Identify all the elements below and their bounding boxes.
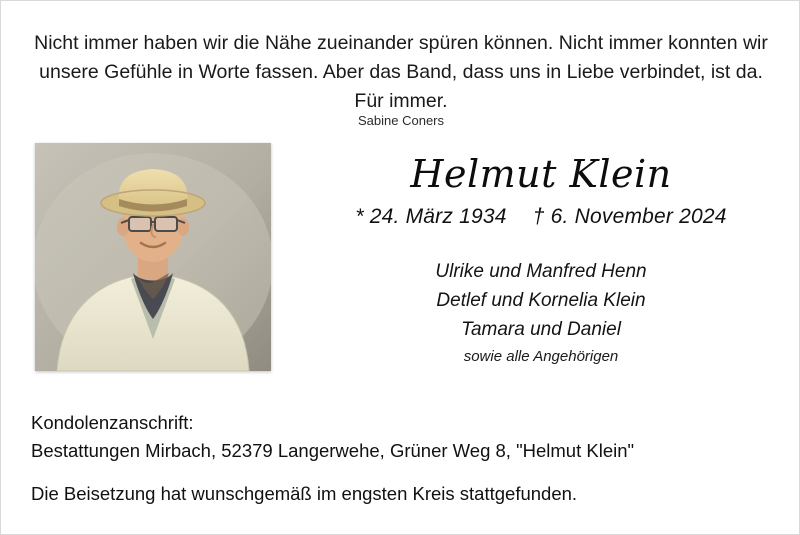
death-symbol: † [532, 205, 545, 228]
funeral-note: Die Beisetzung hat wunschgemäß im engsten Kreis stattgefunden. [31, 483, 578, 504]
condolence-address: Bestattungen Mirbach, 52379 Langerwehe, Grüner Weg 8, "Helmut Klein" [31, 440, 635, 461]
quote-author: Sabine Coners [358, 113, 444, 128]
footer-block [31, 409, 775, 505]
birth-symbol: * [355, 205, 364, 228]
survivors-extra: sowie alle Angehörigen [463, 348, 619, 365]
deceased-name: Helmut Klein [410, 152, 672, 196]
birth-date: 24. März 1934 [369, 205, 507, 228]
list-item: Tamara und Daniel [461, 319, 621, 340]
deceased-block [301, 151, 781, 365]
portrait-photo [35, 143, 271, 371]
death-date: 6. November 2024 [550, 205, 727, 228]
survivors-list [301, 257, 781, 344]
condolence-label: Kondolenzanschrift: [31, 412, 194, 433]
portrait-image [35, 143, 271, 371]
quote-text: Nicht immer haben wir die Nähe zueinander spüren können. Nicht immer konnten wir unsere Gefühle in Worte fassen. Aber das Band, dass uns in Liebe verbindet, ist da. Für immer. [34, 32, 768, 112]
life-dates [301, 205, 781, 229]
list-item: Ulrike und Manfred Henn [435, 261, 647, 282]
list-item: Detlef und Kornelia Klein [436, 290, 646, 311]
